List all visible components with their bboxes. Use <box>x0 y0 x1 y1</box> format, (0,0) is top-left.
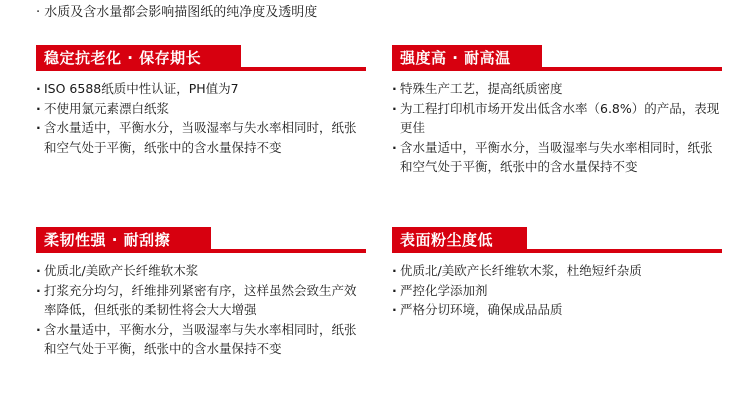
section-high-strength <box>392 45 722 177</box>
section-title: 强度高 · 耐高温 <box>400 49 511 67</box>
list-item: · 特殊生产工艺，提高纸质密度 <box>392 79 722 99</box>
section-heading <box>36 227 366 253</box>
list-item: · 不使用氯元素漂白纸浆 <box>36 99 366 119</box>
top-note: · 水质及含水量都会影响描图纸的纯净度及透明度 <box>36 5 318 20</box>
section-title: 表面粉尘度低 <box>400 231 494 249</box>
list-item: · 严控化学添加剂 <box>392 281 722 301</box>
list-item: · 打浆充分均匀，纤维排列紧密有序，这样虽然会致生产效率降低，但纸张的柔韧性将会大大增强 <box>36 281 366 320</box>
section-aging-resistance <box>36 45 366 157</box>
list-item: · 严格分切环境，确保成品品质 <box>392 300 722 320</box>
bullet-list <box>392 261 722 320</box>
list-item: · ISO 6588纸质中性认证，PH值为7 <box>36 79 366 99</box>
list-item: · 含水量适中，平衡水分，当吸湿率与失水率相同时，纸张和空气处于平衡，纸张中的含水量保持不变 <box>36 118 366 157</box>
section-title: 柔韧性强 · 耐刮擦 <box>44 231 171 249</box>
list-item: · 优质北/美欧产长纤维软木浆，杜绝短纤杂质 <box>392 261 722 281</box>
section-heading <box>36 45 366 71</box>
bullet-list <box>36 79 366 157</box>
section-heading <box>392 45 722 71</box>
bullet-list <box>392 79 722 177</box>
list-item: · 为工程打印机市场开发出低含水率（6.8%）的产品，表现更佳 <box>392 99 722 138</box>
section-title: 稳定抗老化 · 保存期长 <box>44 49 202 67</box>
bullet-list <box>36 261 366 359</box>
section-low-dust <box>392 227 722 320</box>
list-item: · 优质北/美欧产长纤维软木浆 <box>36 261 366 281</box>
section-heading <box>392 227 722 253</box>
list-item: · 含水量适中，平衡水分，当吸湿率与失水率相同时，纸张和空气处于平衡，纸张中的含水量保持不变 <box>36 320 366 359</box>
list-item: · 含水量适中，平衡水分，当吸湿率与失水率相同时，纸张和空气处于平衡，纸张中的含水量保持不变 <box>392 138 722 177</box>
section-flexibility <box>36 227 366 359</box>
